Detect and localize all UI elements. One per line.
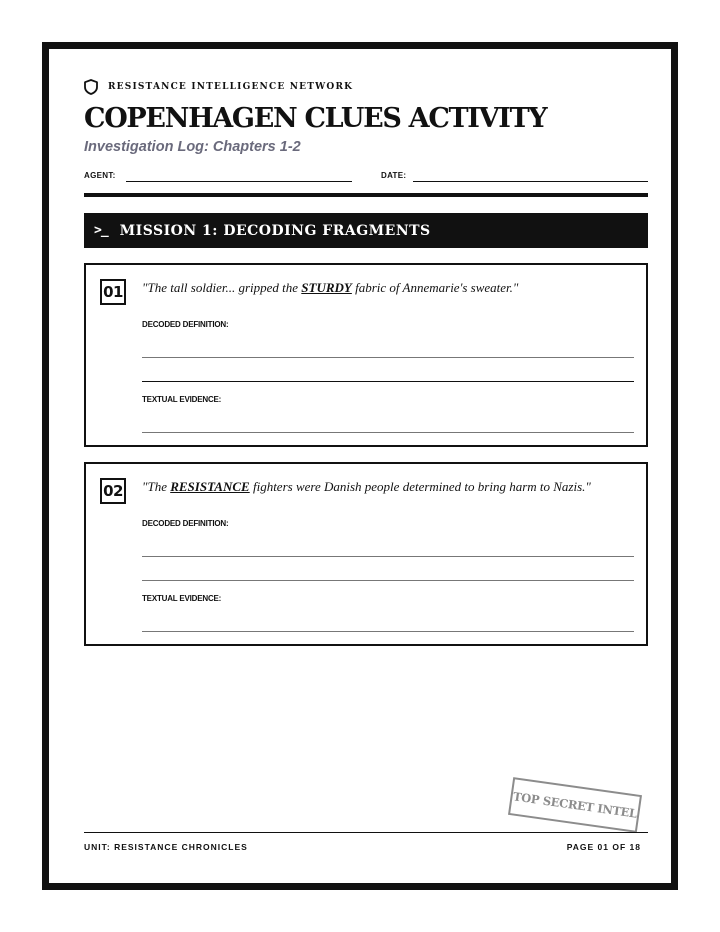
vocab-word: RESISTANCE [170,479,250,494]
definition-line[interactable] [142,357,634,358]
fragment-number: 01 [100,279,126,305]
quote-text: fighters were Danish people determined to bring harm to Nazis." [249,479,591,494]
quote-text: "The tall soldier... gripped the [142,280,302,295]
shield-icon [84,79,98,95]
network-label: RESISTANCE INTELLIGENCE NETWORK [108,82,354,92]
footer-page-number: PAGE 01 OF 18 [566,842,641,852]
fragment-number: 02 [100,478,126,504]
footer-unit: UNIT: RESISTANCE CHRONICLES [84,842,248,852]
agent-label: AGENT: [84,171,116,180]
quote-text: "The [142,479,171,494]
page-subtitle: Investigation Log: Chapters 1-2 [84,139,301,155]
vocab-word: STURDY [301,280,352,295]
network-header [84,79,353,95]
fragment-quote [142,280,518,296]
definition-line[interactable] [142,580,634,581]
fragment-card [84,462,648,646]
page-title: COPENHAGEN CLUES ACTIVITY [84,103,547,134]
fragment-quote [142,479,591,495]
definition-label: DECODED DEFINITION: [142,320,229,329]
top-secret-stamp: TOP SECRET INTEL [508,777,642,833]
agent-field[interactable] [126,181,352,182]
evidence-line[interactable] [142,432,634,433]
footer-divider [84,832,648,833]
header-divider [84,193,648,197]
terminal-prompt-icon: >_ [94,223,108,238]
mission-title: MISSION 1: DECODING FRAGMENTS [119,222,431,239]
fragment-card [84,263,648,447]
evidence-label: TEXTUAL EVIDENCE: [142,395,222,404]
definition-line[interactable] [142,381,634,382]
definition-line[interactable] [142,556,634,557]
quote-text: fabric of Annemarie's sweater." [351,280,519,295]
mission-banner [84,213,648,248]
definition-label: DECODED DEFINITION: [142,519,229,528]
worksheet-page [42,42,678,890]
date-label: DATE: [381,171,407,180]
date-field[interactable] [413,181,648,182]
evidence-label: TEXTUAL EVIDENCE: [142,594,222,603]
agent-date-row [84,167,648,187]
evidence-line[interactable] [142,631,634,632]
